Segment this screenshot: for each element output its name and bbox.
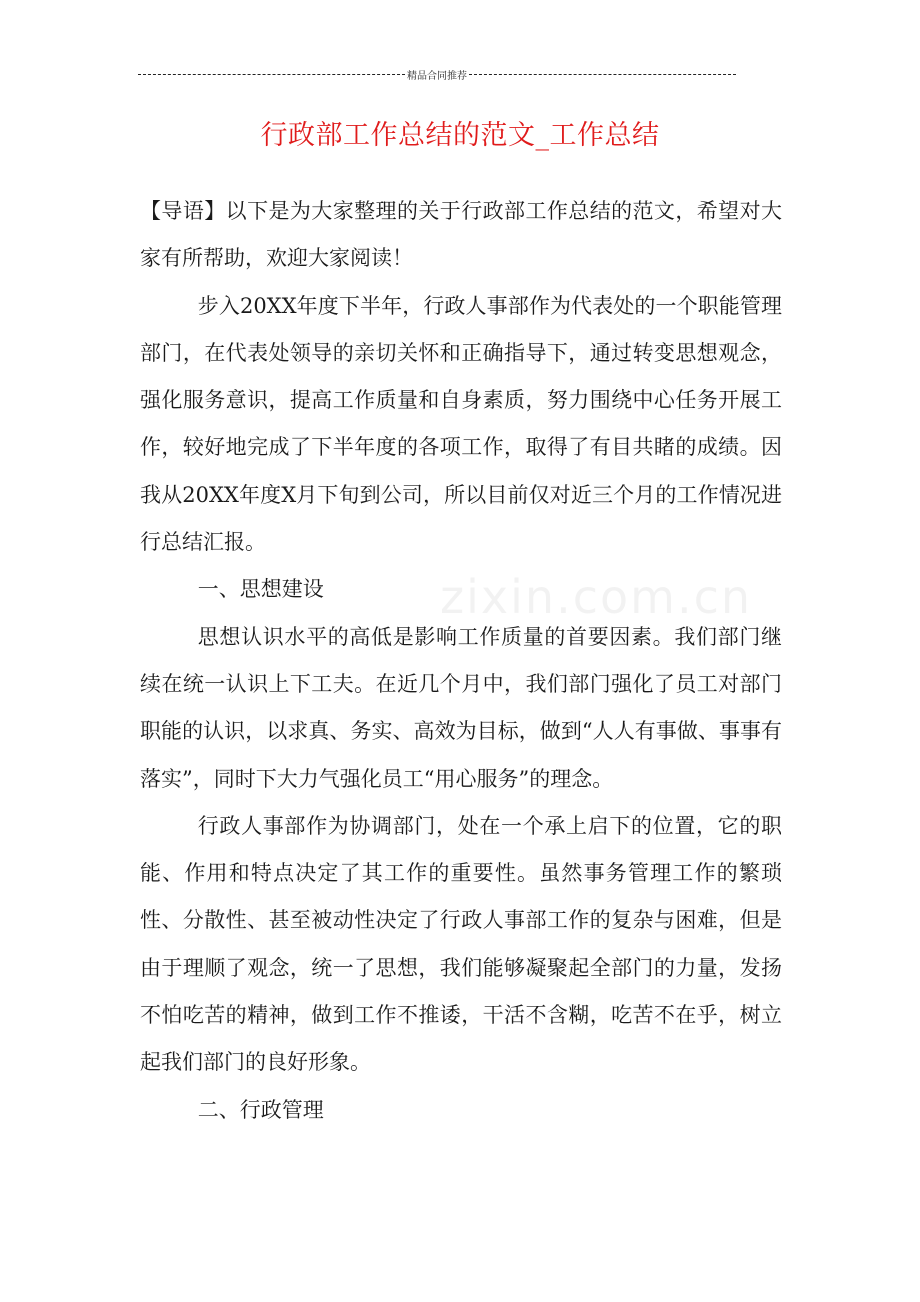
section-heading: 一、思想建设	[197, 577, 324, 602]
body-paragraph: 步入20XX年度下半年，行政人事部作为代表处的一个职能管理部门，在代表处领导的亲切关怀和正确指导下，通过转变思想观念，强化服务意识，提高工作质量和自身素质，努力围绕中心任务开展工作，较好地完成了下半年度的各项工作，取得了有目共睹的成绩。因我从20XX年度X月下旬到公司，所以目前仅对近三个月的工作情况进行总结汇报。	[140, 293, 782, 555]
document-title: 行政部工作总结的范文_工作总结	[260, 120, 660, 151]
header-dashes-right	[469, 74, 736, 75]
document-body	[140, 188, 782, 1134]
body-paragraph: 行政人事部作为协调部门，处在一个承上启下的位置，它的职能、作用和特点决定了其工作的重要性。虽然事务管理工作的繁琐性、分散性、甚至被动性决定了行政人事部工作的复杂与困难，但是由于理顺了观念，统一了思想，我们能够凝聚起全部门的力量，发扬不怕吃苦的精神，做到工作不推诿，干活不含糊，吃苦不在乎，树立起我们部门的良好形象。	[140, 813, 782, 1075]
watermark: zixin.com.cn	[440, 570, 753, 624]
header-label: 精品合同推荐	[407, 70, 467, 82]
section-heading: 二、行政管理	[197, 1097, 324, 1122]
header-rule	[138, 66, 736, 82]
header-dashes-left	[138, 74, 405, 75]
intro-paragraph: 【导语】以下是为大家整理的关于行政部工作总结的范文，希望对大家有所帮助，欢迎大家阅读！	[140, 199, 782, 271]
body-paragraph: 思想认识水平的高低是影响工作质量的首要因素。我们部门继续在统一认识上下工夫。在近几个月中，我们部门强化了员工对部门职能的认识，以求真、务实、高效为目标，做到“人人有事做、事事有落实”，同时下大力气强化员工“用心服务”的理念。	[140, 624, 782, 791]
